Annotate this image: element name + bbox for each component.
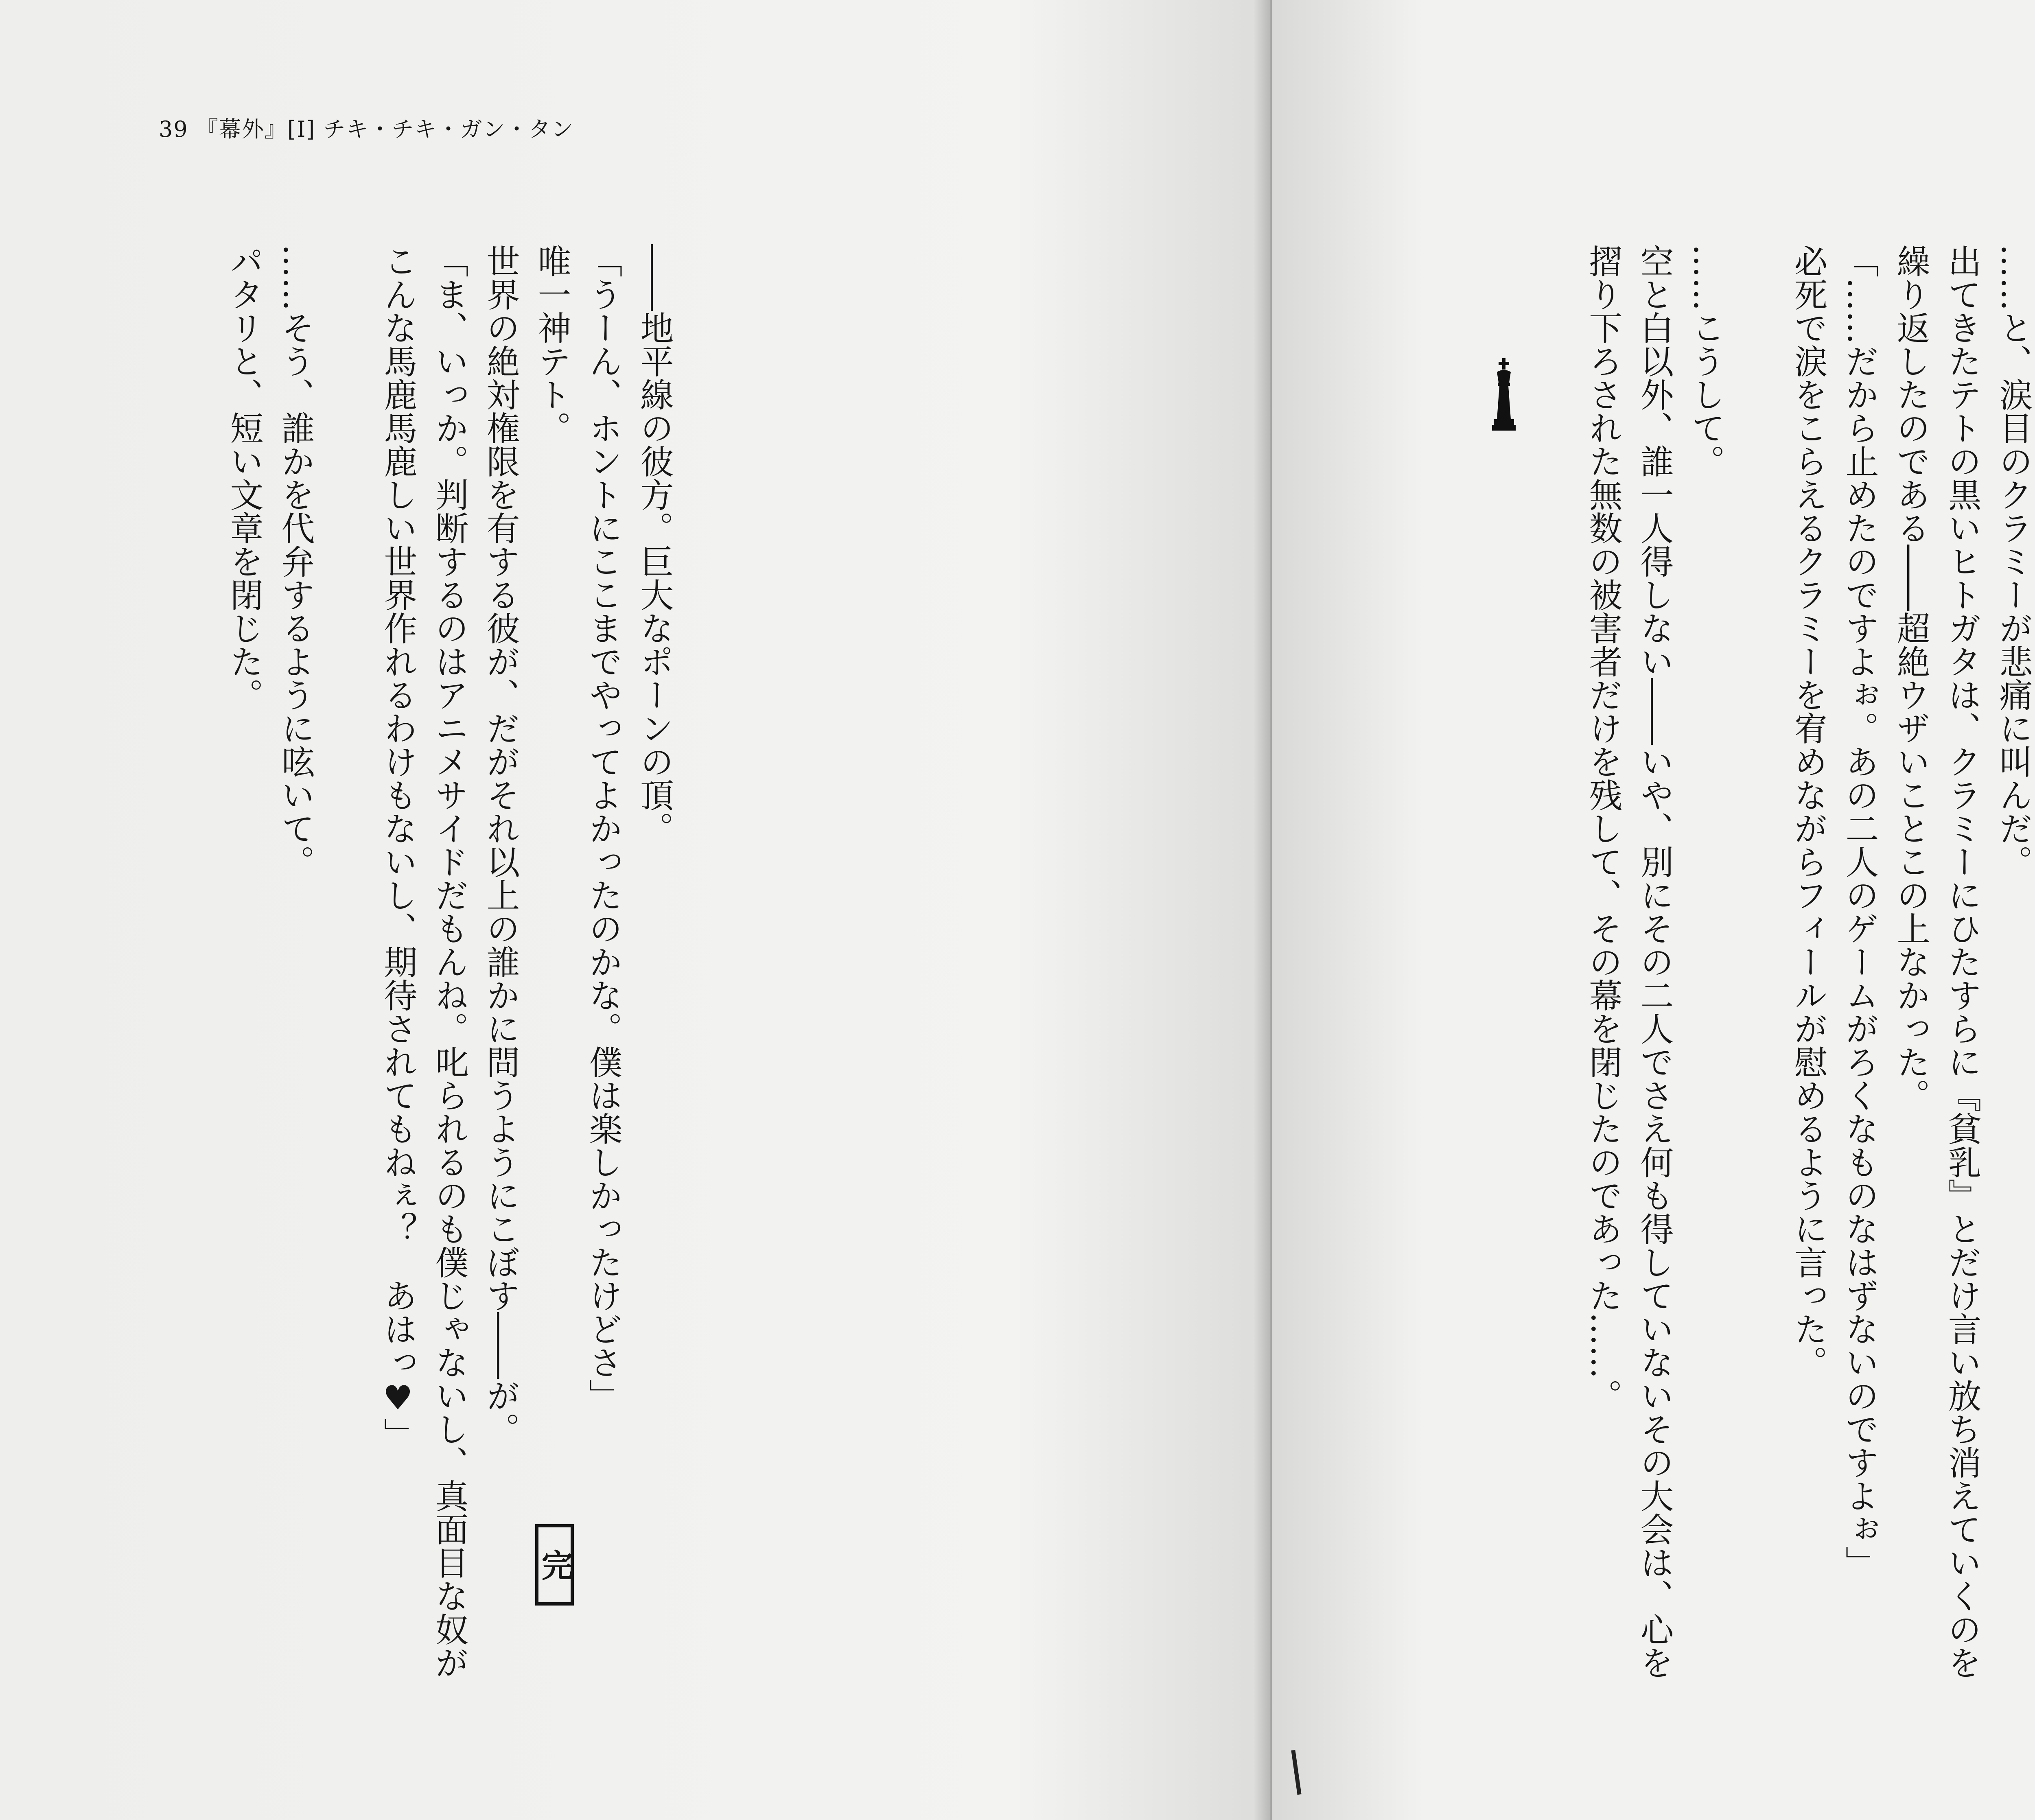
paragraph: 「うーん、ホントにここまでやってよかったのかな。僕は楽しかったけどさ」: [584, 244, 622, 1412]
paragraph: ……と、涙目のクラミーが悲痛に叫んだ。: [1994, 244, 2033, 878]
paragraph: 空と白以外、誰一人得しない――いや、別にその二人でさえ何も得していないその大会は、心を摺り下ろされた無数の被害者だけを残して、その幕を閉じたのであった……。: [1584, 244, 1674, 1679]
paragraph: 世界の絶対権限を有する彼が、だがそれ以上の誰かに問うようにこぼす――が。: [481, 244, 520, 1446]
running-head: 39 『幕外』[Ⅰ] チキ・チキ・ガン・タン: [159, 116, 574, 142]
blank-line: [321, 244, 372, 1685]
blank-line: [1731, 244, 1782, 1685]
paragraph: 必死で涙をこらえるクラミーを宥めながらフィールが慰めるように言った。: [1789, 244, 1827, 1379]
chess-king-icon: [1490, 358, 1518, 431]
paragraph: 「……だから止めたのですよぉ。あの二人のゲームがろくなものなはずないのですよぉ」: [1840, 244, 1879, 1579]
paragraph: ……こうして。: [1686, 244, 1725, 478]
paragraph: 出てきたテトの黒いヒトガタは、クラミーにひたすらに『貧乳』とだけ言い放ち消えていくのを繰り返したのである――超絶ウザいことこの上なかった。: [1891, 244, 1981, 1679]
paragraph: 唯一神テト。: [532, 244, 571, 444]
paragraph: ――地平線の彼方。巨大なポーンの頂。: [635, 244, 674, 845]
paragraph: 「ま、いっか。判断するのはアニメサイドだもんね。叱られるのも僕じゃないし、真面目な奴がこんな馬鹿馬鹿しい世界作れるわけもないし、期待されてもねぇ？ あはっ♥」: [379, 244, 468, 1679]
fin-mark: 完: [535, 1524, 574, 1606]
left-body-text: [147, 244, 680, 1685]
right-body-text: [1459, 244, 2035, 1685]
paragraph: ……そう、誰かを代弁するように呟いて。: [276, 244, 315, 878]
paragraph: パタリと、短い文章を閉じた。: [225, 244, 263, 711]
